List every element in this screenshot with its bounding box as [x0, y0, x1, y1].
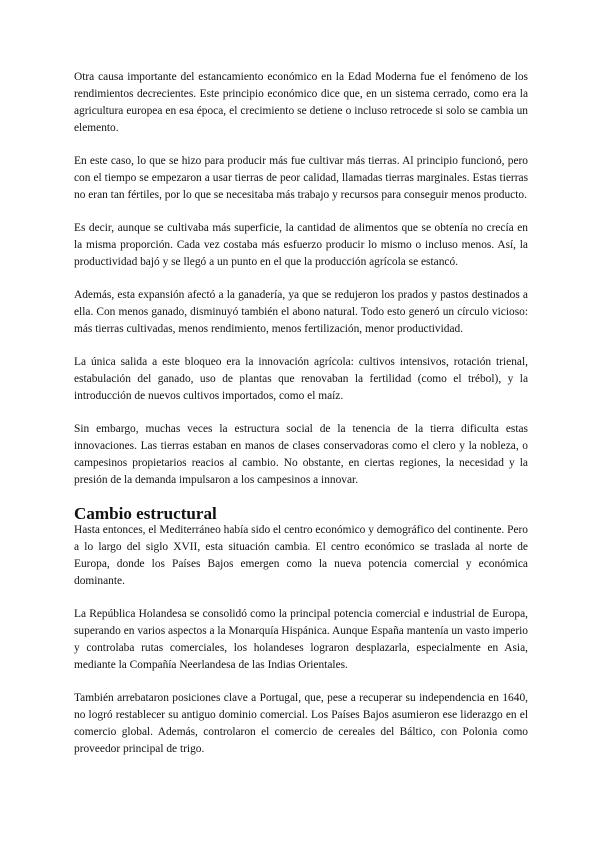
document-page	[74, 69, 528, 774]
paragraph-diminishing-returns: Otra causa importante del estancamiento económico en la Edad Moderna fue el fenómeno de los rendimientos decrecientes. Este principio económico dice que, en un sistema cerrado, como era la agricultura europea en esa época, el crecimiento se detiene o incluso retrocede si solo se cambia un elemento.	[74, 71, 528, 134]
paragraph-productivity: Es decir, aunque se cultivaba más superficie, la cantidad de alimentos que se obtenía no crecía en la misma proporción. Cada vez costaba más esfuerzo producir lo mismo o incluso menos. Así, la productividad bajó y se llegó a un punto en el que la producción agrícola se estancó.	[74, 222, 528, 268]
paragraph-livestock: Además, esta expansión afectó a la ganadería, ya que se redujeron los prados y pastos destinados a ella. Con menos ganado, disminuyó también el abono natural. Todo esto generó un círculo vicioso: más tierras cultivadas, menos rendimiento, menos fertilización, menor productividad.	[74, 289, 528, 335]
paragraph-innovation: La única salida a este bloqueo era la innovación agrícola: cultivos intensivos, rotación trienal, estabulación del ganado, uso de plantas que renovaban la fertilidad (como el trébol), y la introducción de nuevos cultivos importados, como el maíz.	[74, 356, 528, 402]
paragraph-social-structure: Sin embargo, muchas veces la estructura social de la tenencia de la tierra dificulta estas innovaciones. Las tierras estaban en manos de clases conservadoras como el clero y la nobleza, o campesinos propietarios reacios al cambio. No obstante, en ciertas regiones, la necesidad y la presión de la demanda impulsaron a los campesinos a innovar.	[74, 423, 528, 486]
paragraph-dutch-republic: La República Holandesa se consolidó como la principal potencia comercial e industrial de Europa, superando en varios aspectos a la Monarquía Hispánica. Aunque España mantenía un vasto imperio y controlaba rutas comerciales, los holandeses lograron desplazarla, especialmente en Asia, mediante la Compañía Neerlandesa de las Indias Orientales.	[74, 608, 528, 671]
paragraph-portugal: También arrebataron posiciones clave a Portugal, que, pese a recuperar su independencia en 1640, no logró restablecer su antiguo dominio comercial. Los Países Bajos asumieron ese liderazgo en el comercio global. Además, controlaron el comercio de cereales del Báltico, con Polonia como proveedor principal de trigo.	[74, 692, 528, 755]
section-heading: Cambio estructural	[74, 504, 217, 523]
paragraph-mediterranean: Hasta entonces, el Mediterráneo había sido el centro económico y demográfico del continente. Pero a lo largo del siglo XVII, esta situación cambia. El centro económico se traslada al norte de Europa, donde los Países Bajos emergen como la nueva potencia comercial y económica dominante.	[74, 524, 528, 587]
paragraph-marginal-lands: En este caso, lo que se hizo para producir más fue cultivar más tierras. Al principio funcionó, pero con el tiempo se empezaron a usar tierras de peor calidad, llamadas tierras marginales. Estas tierras no eran tan fértiles, por lo que se necesitaba más trabajo y recursos para conseguir menos producto.	[74, 155, 528, 201]
